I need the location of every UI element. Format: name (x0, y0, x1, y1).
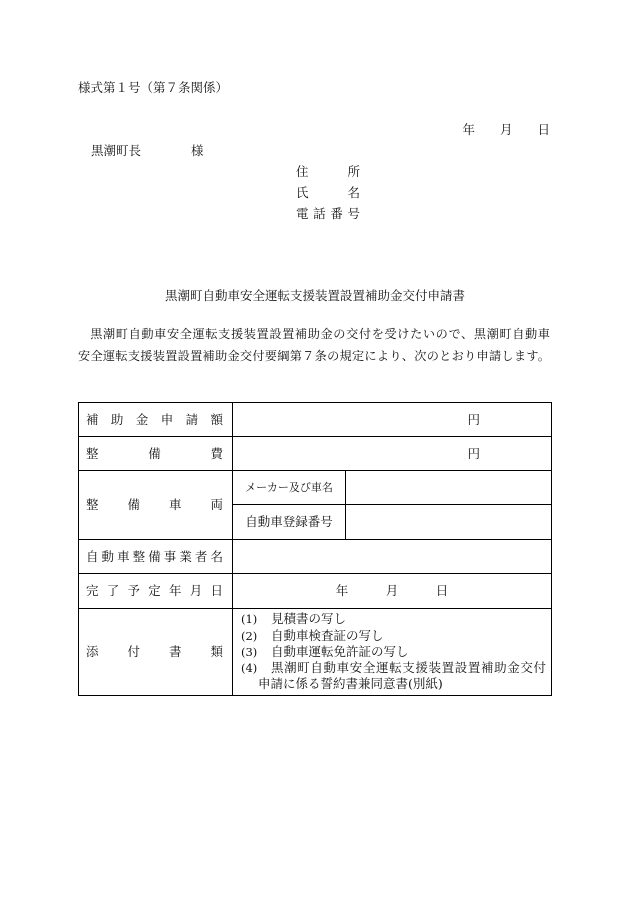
form-number: 様式第１号（第７条関係） (78, 80, 229, 95)
submission-date-line: 年 月 日 (462, 122, 550, 137)
addressee: 黒潮町長 様 (91, 143, 204, 158)
completion-date-field: 年 月 日 (233, 574, 552, 609)
vehicle-label-cell (79, 471, 233, 540)
list-item (241, 611, 546, 627)
table-row (79, 403, 552, 437)
attachments-field (233, 609, 552, 696)
completion-date-label: 完了予定年月日 (86, 583, 223, 598)
table-row (79, 609, 552, 696)
registration-number-label: 自動車登録番号 (233, 505, 346, 540)
yen-unit: 円 (467, 445, 481, 461)
list-item-number: (2) (241, 628, 258, 643)
request-statement-line: 安全運転支援装置設置補助金交付要綱第７条の規定により、次のとおり申請します。 (78, 349, 550, 363)
list-item-continuation: 申請に係る誓約書兼同意書(別紙) (258, 676, 443, 692)
list-item (241, 660, 546, 676)
attachments-label-cell (79, 609, 233, 696)
request-statement-line: 黒潮町自動車安全運転支援装置設置補助金の交付を受けたいので、黒潮町自動車 (90, 327, 550, 341)
document-title: 黒潮町自動車安全運転支援装置設置補助金交付申請書 (164, 288, 465, 303)
list-item-text: 自動車運転免許証の写し (271, 643, 409, 659)
list-item-text: 見積書の写し (271, 611, 347, 627)
applicant-info (296, 164, 360, 227)
service-provider-label-cell (79, 540, 233, 574)
application-details-table (78, 402, 552, 696)
list-item (241, 628, 546, 644)
maker-and-model-label: メーカー及び車名 (233, 471, 346, 505)
maintenance-cost-field (233, 437, 552, 471)
subsidy-amount-label: 補助金申請額 (86, 411, 223, 427)
applicant-name-label: 氏名 (296, 185, 360, 200)
attachments-label: 添付書類 (86, 644, 223, 659)
maintenance-cost-label-cell (79, 437, 233, 471)
registration-number-field (346, 505, 552, 540)
request-statement (78, 323, 550, 367)
table-row (79, 471, 552, 505)
applicant-phone-label: 電話番号 (296, 206, 360, 221)
service-provider-label: 自動車整備事業者名 (86, 548, 223, 564)
subsidy-amount-label-cell (79, 403, 233, 437)
list-item-number: (4) (241, 661, 258, 676)
table-row (79, 540, 552, 574)
vehicle-label: 整備車両 (86, 497, 223, 512)
list-item (241, 644, 546, 660)
maintenance-cost-label: 整備費 (86, 445, 223, 461)
table-row (79, 574, 552, 609)
attachment-list (233, 611, 551, 692)
yen-unit: 円 (467, 411, 481, 427)
completion-date-label-cell (79, 574, 233, 609)
list-item-text: 自動車検査証の写し (271, 627, 384, 643)
subsidy-amount-field (233, 403, 552, 437)
list-item-number: (3) (241, 644, 258, 659)
table-row (79, 437, 552, 471)
maker-and-model-field (346, 471, 552, 505)
applicant-address-label: 住所 (296, 164, 360, 179)
service-provider-field (233, 540, 552, 574)
list-item-number: (1) (241, 612, 258, 627)
list-item-text: 黒潮町自動車安全運転支援装置設置補助金交付 (271, 660, 547, 676)
